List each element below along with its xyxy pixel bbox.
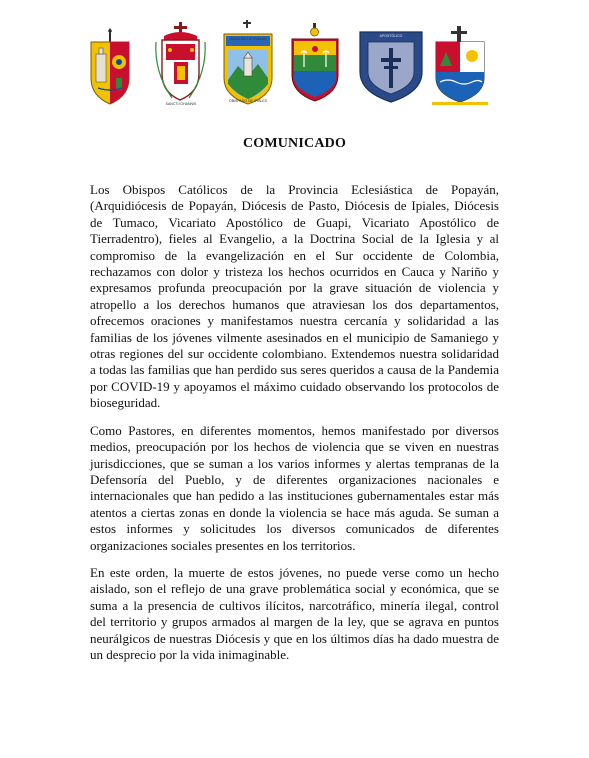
- ipiales-coat-of-arms-icon: [220, 20, 276, 108]
- crest-tumaco: [288, 23, 346, 105]
- tierradentro-caption: APOSTÓLICO: [379, 34, 403, 38]
- communique-body: [90, 182, 499, 674]
- paragraph-1: Los Obispos Católicos de la Provincia Eclesiástica de Popayán, (Arquidiócesis de Popayán, Diócesis de Pasto, Diócesis de Ipiales, Diócesis de Tumaco, Vicariato Apostólico de Guapi, Vicariato Apostólico de Tierradentro), fieles al Evangelio, a la Doctrina Social de la Iglesia y al compromiso de la evangelización en el Sur occidente de Colombia, rechazamos con dolor y tristeza los hechos ocurridos en Cauca y Nariño y expresamos profunda preocupación por la grave situación de violencia y atropello a los derechos humanos que atraviesan los dos departamentos, ofrecemos oraciones y manifestamos nuestra cercanía y solidaridad a las familias de los jóvenes vilmente asesinados en el municipio de Samaniego y otras regiones del sur occidente colombiano. Extendemos nuestra solidaridad a todas las familias que han perdido sus seres queridos a causa de la Pandemia por COVID-19 y apoyamos el máximo cuidado observando los protocolos de bioseguridad.: [90, 182, 499, 411]
- guapi-coat-of-arms-icon: [432, 26, 488, 108]
- crest-ipiales: [220, 20, 276, 108]
- pasto-coat-of-arms-icon: [152, 22, 210, 108]
- paragraph-2: Como Pastores, en diferentes momentos, hemos manifestado por diversos medios, preocupación por los hechos de violencia que se viven en nuestras jurisdicciones, que se suman a los varios informes y alertas tempranas de la Defensoría del Pueblo, y de diferentes organizaciones nacionales e internacionales que han pedido a las instituciones gubernamentales estar más atentos a ciertas zonas en donde la violencia se hace más aguda. Se suman a estos informes y solicitudes los diversos comunicados de diferentes organizaciones sociales presentes en los territorios.: [90, 422, 499, 553]
- ipiales-caption-bottom: OBISPADO DE IPIALES: [228, 99, 268, 103]
- crest-pasto: [152, 22, 210, 108]
- tierradentro-coat-of-arms-icon: [356, 28, 426, 104]
- crest-guapi: [432, 26, 488, 108]
- popayan-coat-of-arms-icon: [88, 28, 146, 108]
- crest-tierradentro: [356, 28, 426, 104]
- page-title: COMUNICADO: [242, 136, 347, 151]
- crest-popayan: [88, 28, 146, 108]
- crests-row: [88, 20, 508, 110]
- ipiales-caption-top: DIÓCESIS DE IPIALES: [229, 37, 267, 41]
- paragraph-3: En este orden, la muerte de estos jóvenes, no puede verse como un hecho aislado, son el reflejo de una grave problemática social y económica, que se suma a la presencia de cultivos ilícitos, narcotráfico, minería ilegal, control del territorio y grupos armados al margen de la ley, que se agrava en puntos neurálgicos de nuestras Diócesis y que en los últimos días ha dado muestra de un desprecio por la vida inimaginable.: [90, 564, 499, 662]
- pasto-caption: SANCTI IOHANNIS: [165, 102, 197, 106]
- tumaco-coat-of-arms-icon: [288, 23, 346, 105]
